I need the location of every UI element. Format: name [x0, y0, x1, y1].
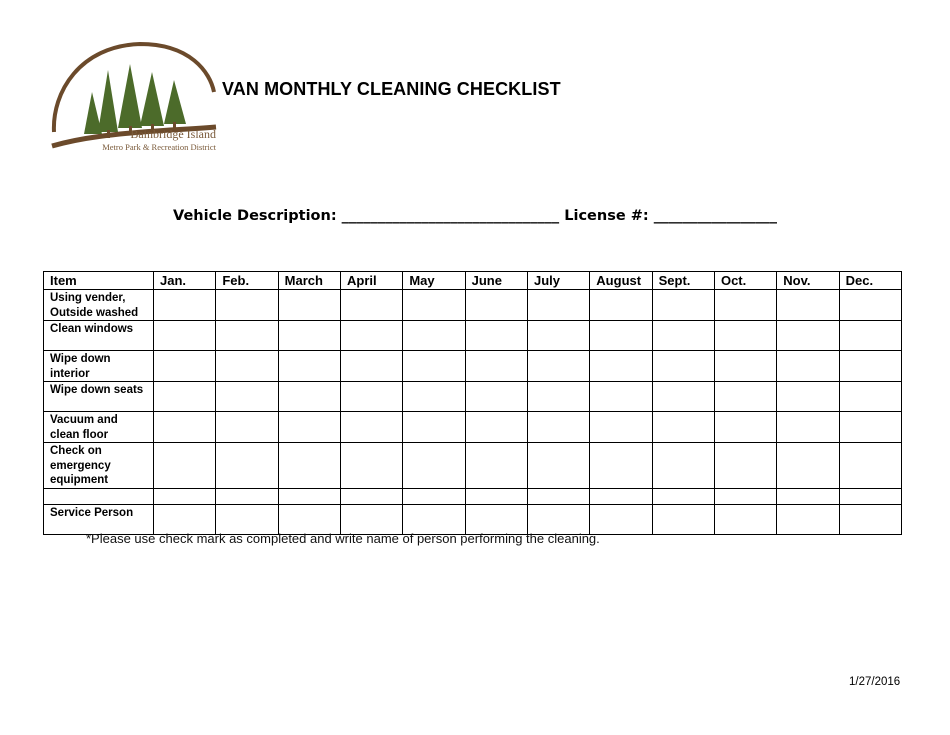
- logo-name: Bainbridge Island: [130, 127, 216, 141]
- check-cell[interactable]: [777, 321, 839, 351]
- check-cell[interactable]: [714, 488, 776, 504]
- row-item-label: [44, 488, 154, 504]
- check-cell[interactable]: [527, 382, 589, 412]
- check-cell[interactable]: [154, 290, 216, 321]
- month-header: Dec.: [839, 272, 901, 290]
- check-cell[interactable]: [340, 290, 402, 321]
- check-cell[interactable]: [278, 504, 340, 534]
- check-cell[interactable]: [527, 412, 589, 443]
- check-cell[interactable]: [777, 488, 839, 504]
- check-cell[interactable]: [839, 290, 901, 321]
- check-cell[interactable]: [652, 504, 714, 534]
- check-cell[interactable]: [527, 351, 589, 382]
- month-header: April: [340, 272, 402, 290]
- month-header: March: [278, 272, 340, 290]
- check-cell[interactable]: [216, 412, 278, 443]
- table-row: [44, 443, 902, 489]
- check-cell[interactable]: [340, 412, 402, 443]
- logo-subtitle: Metro Park & Recreation District: [102, 142, 216, 152]
- page-title: VAN MONTHLY CLEANING CHECKLIST: [222, 79, 561, 99]
- check-cell[interactable]: [590, 443, 652, 489]
- table-row: [44, 504, 902, 534]
- check-cell[interactable]: [216, 290, 278, 321]
- month-header: Jan.: [154, 272, 216, 290]
- check-cell[interactable]: [465, 321, 527, 351]
- check-cell[interactable]: [216, 351, 278, 382]
- check-cell[interactable]: [403, 504, 465, 534]
- check-cell[interactable]: [839, 412, 901, 443]
- check-cell[interactable]: [340, 382, 402, 412]
- check-cell[interactable]: [465, 412, 527, 443]
- month-header: May: [403, 272, 465, 290]
- check-cell[interactable]: [154, 351, 216, 382]
- row-item-label: Service Person: [44, 504, 154, 534]
- check-cell[interactable]: [403, 321, 465, 351]
- check-cell[interactable]: [403, 443, 465, 489]
- check-cell[interactable]: [465, 443, 527, 489]
- check-cell[interactable]: [154, 412, 216, 443]
- check-cell[interactable]: [652, 443, 714, 489]
- month-header: August: [590, 272, 652, 290]
- item-column-header: Item: [44, 272, 154, 290]
- check-cell[interactable]: [154, 321, 216, 351]
- table-row: [44, 382, 902, 412]
- check-cell[interactable]: [590, 290, 652, 321]
- row-item-label: Vacuum and clean floor: [44, 412, 154, 443]
- check-cell[interactable]: [714, 504, 776, 534]
- check-cell[interactable]: [590, 321, 652, 351]
- row-item-label: Using vender, Outside washed: [44, 290, 154, 321]
- check-cell[interactable]: [839, 504, 901, 534]
- check-cell[interactable]: [340, 504, 402, 534]
- check-cell[interactable]: [777, 351, 839, 382]
- check-cell[interactable]: [216, 488, 278, 504]
- table-row: [44, 321, 902, 351]
- check-cell[interactable]: [777, 412, 839, 443]
- vehicle-description-line: Vehicle Description: ______________________________ License #: _________________: [173, 208, 777, 224]
- check-cell[interactable]: [839, 488, 901, 504]
- check-cell[interactable]: [154, 382, 216, 412]
- cleaning-checklist-table: [43, 271, 902, 535]
- check-cell[interactable]: [340, 488, 402, 504]
- check-cell[interactable]: [527, 321, 589, 351]
- check-cell[interactable]: [154, 488, 216, 504]
- check-cell[interactable]: [340, 351, 402, 382]
- table-body: [44, 290, 902, 535]
- check-cell[interactable]: [714, 443, 776, 489]
- check-cell[interactable]: [278, 443, 340, 489]
- district-logo: [50, 42, 218, 154]
- check-cell[interactable]: [340, 321, 402, 351]
- check-cell[interactable]: [465, 290, 527, 321]
- check-cell[interactable]: [465, 382, 527, 412]
- check-cell[interactable]: [714, 290, 776, 321]
- check-cell[interactable]: [403, 488, 465, 504]
- check-cell[interactable]: [278, 321, 340, 351]
- check-cell[interactable]: [216, 382, 278, 412]
- check-cell[interactable]: [527, 290, 589, 321]
- month-header: Sept.: [652, 272, 714, 290]
- check-cell[interactable]: [590, 488, 652, 504]
- check-cell[interactable]: [527, 504, 589, 534]
- check-cell[interactable]: [527, 488, 589, 504]
- check-cell[interactable]: [465, 504, 527, 534]
- document-date: 1/27/2016: [849, 676, 901, 688]
- check-cell[interactable]: [839, 382, 901, 412]
- check-cell[interactable]: [652, 290, 714, 321]
- check-cell[interactable]: [216, 321, 278, 351]
- check-cell[interactable]: [278, 382, 340, 412]
- check-cell[interactable]: [216, 443, 278, 489]
- check-cell[interactable]: [652, 412, 714, 443]
- check-cell[interactable]: [652, 321, 714, 351]
- row-item-label: Wipe down interior: [44, 351, 154, 382]
- check-cell[interactable]: [777, 290, 839, 321]
- check-cell[interactable]: [278, 290, 340, 321]
- check-cell[interactable]: [278, 412, 340, 443]
- check-cell[interactable]: [465, 488, 527, 504]
- check-cell[interactable]: [590, 504, 652, 534]
- check-cell[interactable]: [590, 351, 652, 382]
- check-cell[interactable]: [403, 382, 465, 412]
- check-cell[interactable]: [652, 382, 714, 412]
- table-row: [44, 488, 902, 504]
- month-header: July: [527, 272, 589, 290]
- month-header: Nov.: [777, 272, 839, 290]
- table-row: [44, 412, 902, 443]
- check-cell[interactable]: [839, 351, 901, 382]
- row-item-label: Check on emergency equipment: [44, 443, 154, 489]
- check-cell[interactable]: [278, 351, 340, 382]
- row-item-label: Clean windows: [44, 321, 154, 351]
- check-cell[interactable]: [714, 382, 776, 412]
- month-header: June: [465, 272, 527, 290]
- check-cell[interactable]: [714, 351, 776, 382]
- check-cell[interactable]: [154, 504, 216, 534]
- check-cell[interactable]: [403, 290, 465, 321]
- check-cell[interactable]: [590, 412, 652, 443]
- check-cell[interactable]: [714, 412, 776, 443]
- table-row: [44, 290, 902, 321]
- check-cell[interactable]: [652, 488, 714, 504]
- check-cell[interactable]: [154, 443, 216, 489]
- month-header: Feb.: [216, 272, 278, 290]
- check-cell[interactable]: [839, 443, 901, 489]
- footnote: *Please use check mark as completed and write name of person performing the cleaning.: [86, 531, 600, 546]
- check-cell[interactable]: [777, 443, 839, 489]
- check-cell[interactable]: [777, 504, 839, 534]
- check-cell[interactable]: [403, 412, 465, 443]
- table-header-row: [44, 272, 902, 290]
- check-cell[interactable]: [777, 382, 839, 412]
- month-header: Oct.: [714, 272, 776, 290]
- check-cell[interactable]: [278, 488, 340, 504]
- check-cell[interactable]: [652, 351, 714, 382]
- check-cell[interactable]: [403, 351, 465, 382]
- check-cell[interactable]: [340, 443, 402, 489]
- check-cell[interactable]: [216, 504, 278, 534]
- table-row: [44, 351, 902, 382]
- check-cell[interactable]: [714, 321, 776, 351]
- check-cell[interactable]: [527, 443, 589, 489]
- row-item-label: Wipe down seats: [44, 382, 154, 412]
- check-cell[interactable]: [465, 351, 527, 382]
- check-cell[interactable]: [590, 382, 652, 412]
- check-cell[interactable]: [839, 321, 901, 351]
